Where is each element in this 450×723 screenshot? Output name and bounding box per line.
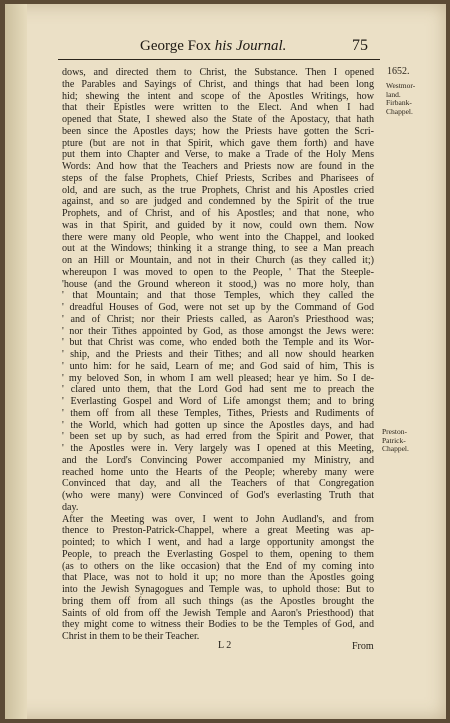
text-line: out at the Windows; thinking it a strange thing, to see a Man preach [62, 243, 374, 255]
text-line: been since the Apostles days; how the Priests have gotten the Scri- [62, 125, 374, 137]
text-line: ' nor their Tithes appointed by God, as those amongst the Jews were: [62, 325, 374, 337]
text-line: ' my beloved Son, in whom I am well pleased; hear ye him. So I de- [62, 372, 374, 384]
text-line: People, to preach the Everlasting Gospel to them, opening to them [62, 548, 374, 560]
text-line: ' unto him: for he said, Learn of me; and God said of him, This is [62, 360, 374, 372]
text-line: on an Hill or Mountain, and not in their Church (as they called it;) [62, 255, 374, 266]
text-line: ' dreadful Houses of God, were not set up by the Command of God [62, 302, 374, 313]
running-head [140, 38, 286, 55]
text-line: old, and are such, as the true Prophets, Christ and his Apostles cried [62, 184, 374, 196]
text-line: (who were many) were Convinced of God's everlasting Truth that [62, 490, 374, 501]
text-line: into the Jewish Synagogues and Temple was, to uphold those: But to [62, 584, 374, 595]
text-line: that Place, was not to hold it up; no more than the Apostles going [62, 572, 374, 584]
text-line: Saints of old from off the Jewish Temple and Aaron's Priesthood) that [62, 607, 374, 619]
text-line: that their Epistles were written to the Elect. And when I had [62, 102, 374, 114]
text-line: whereupon I was moved to open to the People, ' That the Steeple- [62, 266, 374, 278]
text-line: ' but that Christ was come, who ended both the Temple and its Wor- [62, 337, 374, 349]
body-text [62, 67, 374, 643]
margin-note-line: Preston- [382, 427, 407, 436]
text-line: against, and so are judged and condemned by the Spirit of the true [62, 196, 374, 208]
text-line: Christ in them to be their Teacher. [62, 631, 200, 642]
margin-note-line: Chappel. [382, 444, 409, 453]
page-number: 75 [352, 37, 368, 54]
running-head-name: George Fox [140, 38, 211, 54]
text-line: and the Lord's Convincing Power accompanied my Ministry, and [62, 454, 374, 466]
text-line: ' been set up by such, as had erred from the Spirit and Power, that [62, 431, 374, 443]
signature-mark: L 2 [218, 640, 232, 651]
text-line: was in that Spirit, and guided by it now, could own them. Now [62, 219, 374, 231]
text-line: ' that Mountain; and that those Temples, which they called the [62, 290, 374, 302]
running-head-journal: his Journal. [214, 38, 287, 54]
text-line: put them into Chapter and Verse, to make a Trade of the Holy Mens [62, 149, 374, 161]
text-line: dows, and directed them to Christ, the Substance. Then I opened [62, 67, 374, 78]
text-line: (as to others on the like occasion) that the End of my coming into [62, 560, 374, 572]
text-line: opened that State, I shewed also the State of the Apostacy, that hath [62, 114, 374, 125]
header-rule [58, 59, 380, 60]
text-line: ' the World, which had gotten up since the Apostles days, and had [62, 419, 374, 431]
text-line: pture (but are not in that Spirit, which gave them forth) and have [62, 137, 374, 149]
catchword: From [352, 641, 374, 652]
margin-note-line: Chappel. [386, 106, 413, 116]
text-line: day. [62, 501, 79, 513]
text-line: steps of the false Prophets, Chief Priests, Scribes and Pharisees of [62, 172, 374, 184]
margin-note-line: Firbank- [386, 98, 412, 107]
text-line: ' the Apostles were in. Very largely was I opened at this Meeting, [62, 443, 374, 454]
text-line: Convinced that day, and all the Teachers of that Congregation [62, 478, 374, 490]
text-line: Words: And how that the Teachers and Priests now are found in the [62, 161, 374, 172]
text-line: ' Everlasting Gospel and Word of Life amongst them; and to bring [62, 396, 374, 407]
text-line: pointed; to which I went, and had a large opportunity amongst the [62, 537, 374, 548]
text-line: the Parables and Sayings of Christ, and things that had been long [62, 78, 374, 90]
margin-note-westmorland [386, 82, 426, 116]
text-line: ' and of Christ; nor their Priests called, as Aaron's Priesthood was; [62, 313, 374, 325]
page-gutter [5, 4, 27, 719]
margin-note-line: Westmor- [386, 81, 416, 90]
text-line: bring them off from all such things (as the Apostles brought the [62, 595, 374, 607]
text-line: thence to Preston-Patrick-Chappel, where a great Meeting was ap- [62, 525, 374, 537]
text-line: ' ship, and the Priests and their Tithes; and all now should hearken [62, 349, 374, 360]
text-line: they might come to witness their Bodies to be the Temples of God, and [62, 619, 374, 631]
text-line: there were many old People, who went into the Chappel, and looked [62, 231, 374, 243]
text-line: ' clared unto them, that the Lord God had sent me to preach the [62, 384, 374, 396]
text-line: reached home unto the Hearts of the People; whereby many were [62, 466, 374, 478]
text-line: hid; shewing the intent and scope of the Apostles Writings, how [62, 90, 374, 102]
text-line: 'house (and the Ground whereon it stood,) was no more holy, than [62, 278, 374, 290]
margin-note-line: land. [386, 89, 401, 99]
text-line: ' them off from all these Temples, Tithes, Priests and Rudiments of [62, 407, 374, 419]
margin-note-line: Patrick- [382, 435, 406, 445]
text-line: Prophets, and of Christ, and of his Apostles; and that none, who [62, 208, 374, 219]
text-line: After the Meeting was over, I went to John Audland's, and from [62, 513, 374, 525]
margin-note-preston [382, 428, 422, 454]
margin-year: 1652. [387, 66, 410, 77]
